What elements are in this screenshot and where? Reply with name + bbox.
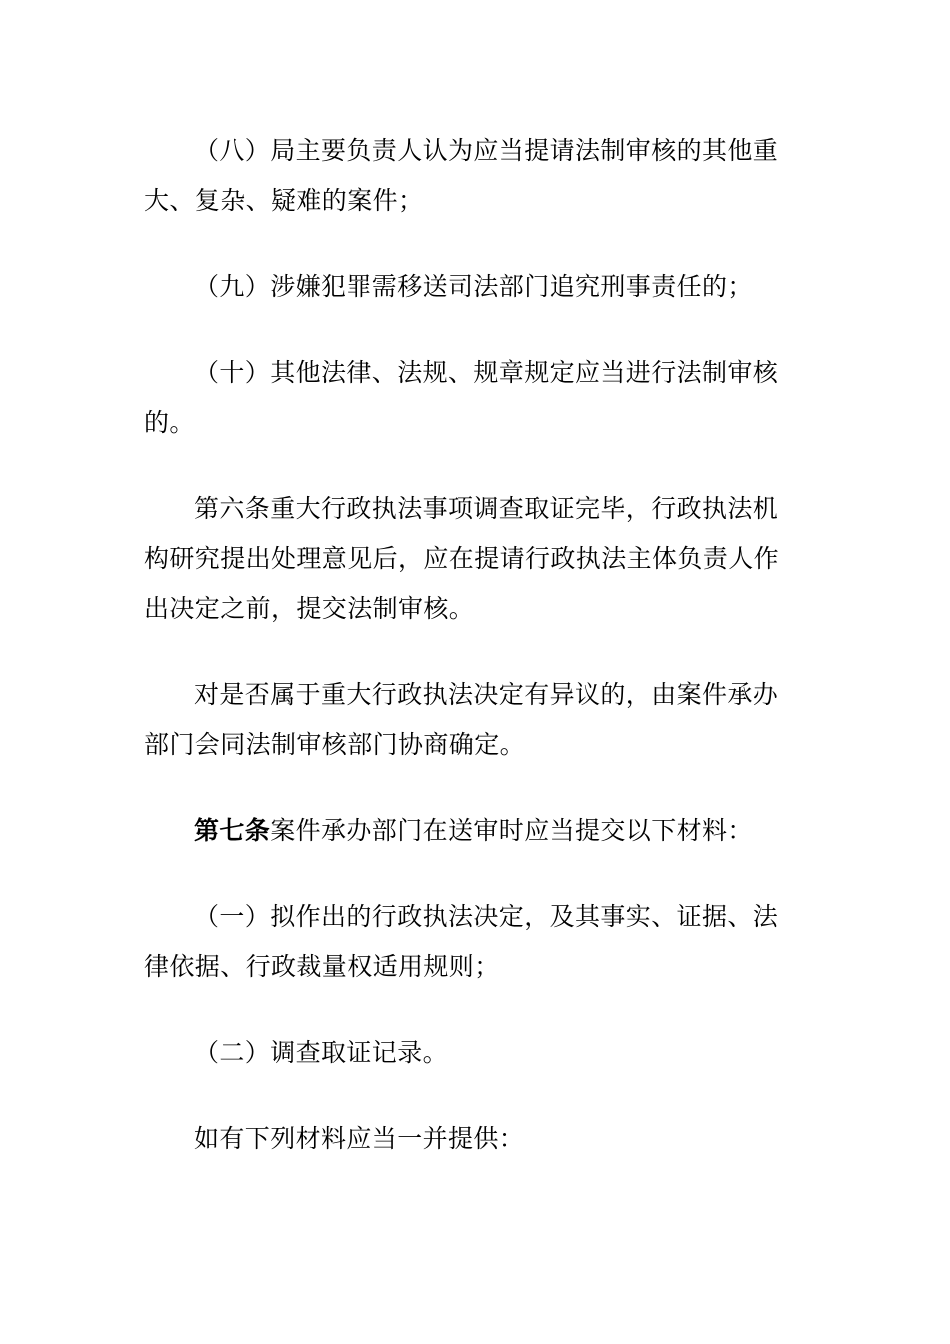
paragraph-dispute-resolution: 对是否属于重大行政执法决定有异议的，由案件承办部门会同法制审核部门协商确定。 [144, 680, 779, 759]
article-7-heading: 第七条 [194, 816, 271, 845]
paragraph-article-7 [144, 806, 786, 856]
paragraph-additional-materials: 如有下列材料应当一并提供： [194, 1124, 525, 1153]
paragraph-item-10: （十）其他法律、法规、规章规定应当进行法制审核的。 [144, 358, 779, 437]
paragraph-item-9: （九）涉嫌犯罪需移送司法部门追究刑事责任的； [194, 272, 753, 301]
article-7-text: 案件承办部门在送审时应当提交以下材料： [270, 816, 753, 845]
paragraph-item-8: （八）局主要负责人认为应当提请法制审核的其他重大、复杂、疑难的案件； [144, 136, 779, 215]
paragraph-material-1: （一）拟作出的行政执法决定，及其事实、证据、法律依据、行政裁量权适用规则； [144, 902, 779, 981]
paragraph-material-2: （二）调查取证记录。 [194, 1038, 449, 1067]
paragraph-article-6: 第六条重大行政执法事项调查取证完毕，行政执法机构研究提出处理意见后，应在提请行政执法主体负责人作出决定之前，提交法制审核。 [144, 494, 780, 623]
